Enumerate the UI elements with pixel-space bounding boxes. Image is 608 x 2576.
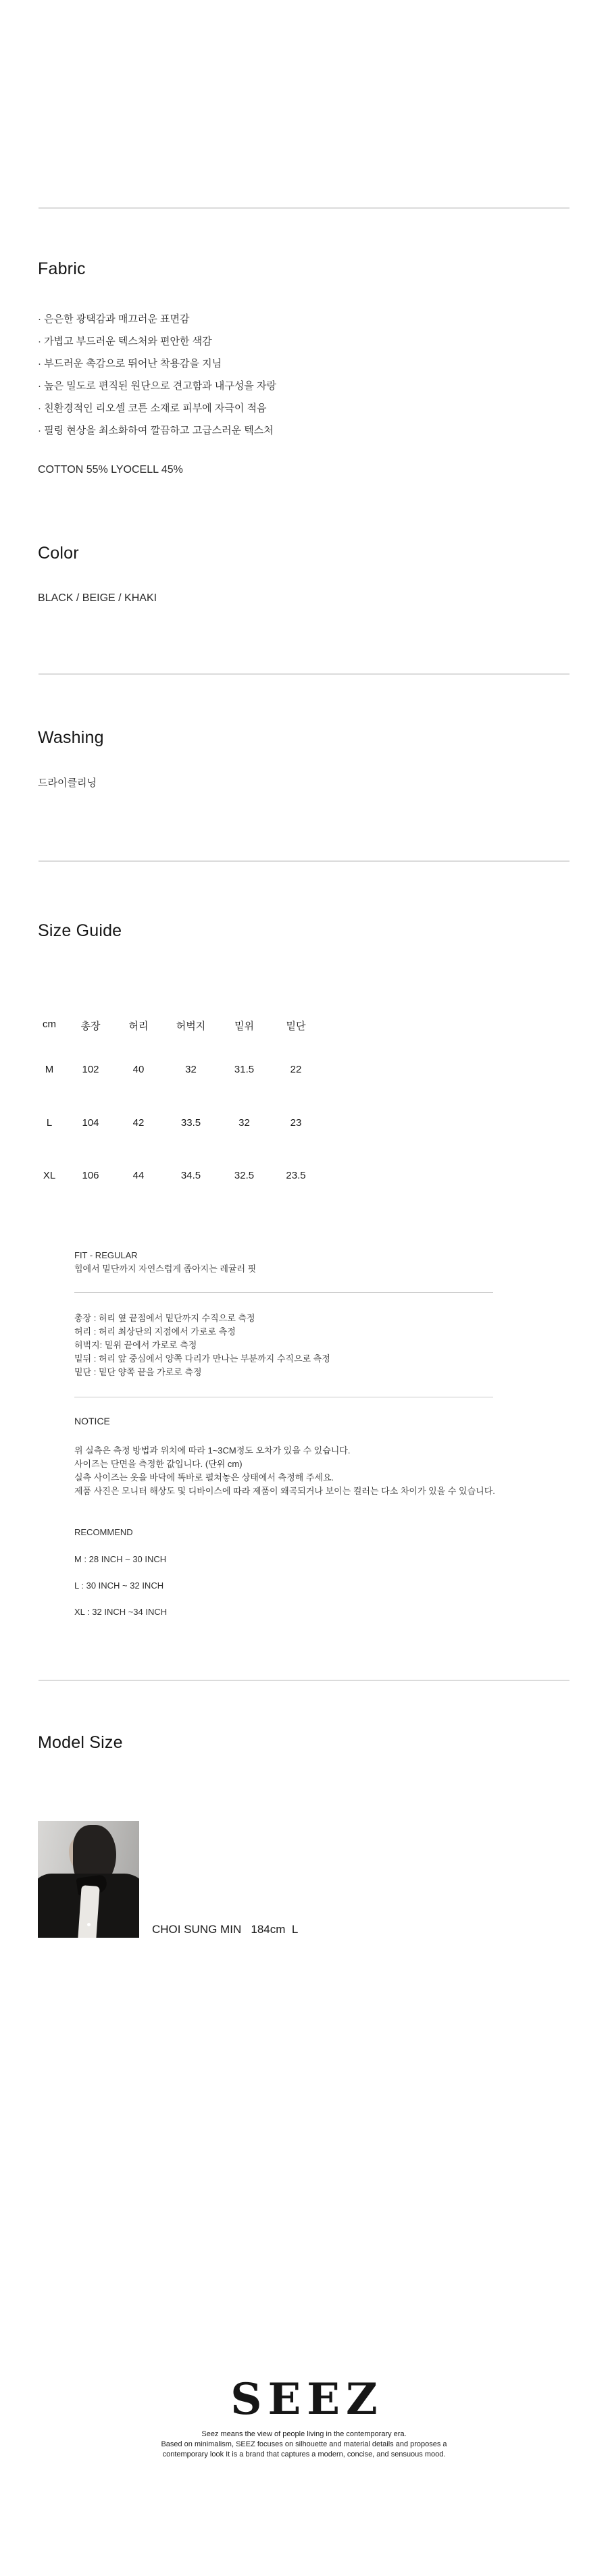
fabric-bullet: · 높은 밀도로 편직된 원단으로 견고함과 내구성을 자랑 [38,380,276,392]
fit-info [74,1249,256,1276]
fabric-bullet: · 가볍고 부드러운 텍스처와 편안한 색감 [38,336,212,347]
size-cell: 106 [82,1170,99,1181]
size-table-header-hem: 밑단 [286,1021,306,1032]
size-guide-title: Size Guide [38,921,122,940]
size-table-header-total-length: 총장 [80,1021,101,1032]
measurement-line: 허벅지: 밑위 끝에서 가로로 측정 [74,1340,197,1350]
recommend-size-xl: XL : 32 INCH ~34 INCH [74,1607,168,1617]
measurement-line: 밑뒤 : 허리 앞 중심에서 양쪽 다리가 만나는 부분까지 수직으로 측정 [74,1354,330,1364]
notice-title: NOTICE [74,1416,110,1426]
divider [39,1680,569,1681]
fit-description: 힙에서 밑단까지 자연스럽게 좁아지는 레귤러 핏 [74,1264,257,1274]
measurement-line: 총장 : 허리 옆 끝점에서 밑단까지 수직으로 측정 [74,1313,255,1323]
size-cell: 42 [132,1117,145,1129]
brand-logo: SEEZ [230,2374,384,2425]
size-cell: 23 [290,1117,302,1129]
fit-title: FIT - REGULAR [74,1250,138,1260]
size-cell: 33.5 [180,1117,201,1129]
divider [39,207,569,209]
size-cell: 102 [82,1064,99,1075]
divider [39,673,569,675]
size-table-header-unit: cm [43,1019,56,1030]
size-cell: L [46,1117,53,1129]
measurement-line: 밑단 : 밑단 양쪽 끝을 가로로 측정 [74,1367,202,1377]
size-cell: 40 [132,1064,145,1075]
divider [39,860,569,862]
color-section-title: Color [38,544,79,563]
size-cell: 34.5 [180,1170,201,1181]
size-table-header-rise: 밑위 [234,1021,254,1032]
size-table-header-row [31,1019,322,1033]
size-table-header-waist: 허리 [128,1021,149,1032]
recommend-size-m: M : 28 INCH ~ 30 INCH [74,1554,167,1564]
size-cell: 32 [185,1064,197,1075]
size-table-header-thigh: 허벅지 [176,1021,206,1032]
notice-line: 사이즈는 단면을 측정한 값입니다. (단위 cm) [74,1459,243,1469]
color-options: BLACK / BEIGE / KHAKI [38,592,157,604]
notice-line: 위 실측은 측정 방법과 위치에 따라 1~3CM정도 오차가 있을 수 있습니다. [74,1445,351,1456]
model-info: CHOI SUNG MIN 184cm L [152,1923,299,1936]
size-cell: 32 [238,1117,250,1129]
measurement-line: 허리 : 허리 최상단의 지점에서 가로로 측정 [74,1326,236,1337]
size-table-row-xl [31,1170,322,1181]
brand-tagline-line: Based on minimalism, SEEZ focuses on silhouette and material details and proposes a [161,2440,447,2448]
washing-instruction: 드라이클리닝 [38,777,97,789]
size-cell: 22 [290,1064,302,1075]
divider-thin [74,1292,493,1293]
notice-list [74,1444,495,1498]
size-cell: XL [43,1170,56,1181]
recommend-title: RECOMMEND [74,1527,133,1537]
size-cell: 23.5 [286,1170,306,1181]
fabric-bullet: · 필링 현상을 최소화하여 깔끔하고 고급스러운 텍스처 [38,425,274,436]
fabric-bullet: · 친환경적인 리오셀 코튼 소재로 피부에 자극이 적음 [38,403,267,414]
fabric-bullet: · 은은한 광택감과 매끄러운 표면감 [38,313,190,325]
size-table-row-l [31,1117,322,1129]
washing-section-title: Washing [38,728,104,747]
fabric-composition: COTTON 55% LYOCELL 45% [38,464,183,475]
size-cell: M [45,1064,54,1075]
brand-tagline-line: contemporary look It is a brand that captures a modern, concise, and sensuous mood. [162,2450,446,2458]
notice-line: 실측 사이즈는 옷을 바닥에 똑바로 펼쳐놓은 상태에서 측정해 주세요. [74,1472,334,1483]
model-photo [38,1821,139,1938]
size-cell: 32.5 [234,1170,255,1181]
size-cell: 104 [82,1117,99,1129]
model-jacket-button [87,1923,91,1926]
brand-tagline-line: Seez means the view of people living in the contemporary era. [201,2430,407,2438]
size-table-row-m [31,1064,322,1075]
fabric-section-title: Fabric [38,259,86,278]
model-tshirt [78,1885,100,1938]
measurement-guide [74,1312,330,1379]
notice-line: 제품 사진은 모니터 해상도 및 디바이스에 따라 제품이 왜곡되거나 보이는 컬러는 다소 차이가 있을 수 있습니다. [74,1486,495,1496]
fabric-bullet: · 부드러운 촉감으로 뛰어난 착용감을 지님 [38,358,222,369]
fabric-bullet-list [38,308,276,442]
size-cell: 31.5 [234,1064,255,1075]
brand-tagline [0,2429,608,2460]
recommend-size-l: L : 30 INCH ~ 32 INCH [74,1580,164,1591]
size-cell: 44 [132,1170,145,1181]
model-size-title: Model Size [38,1733,123,1752]
